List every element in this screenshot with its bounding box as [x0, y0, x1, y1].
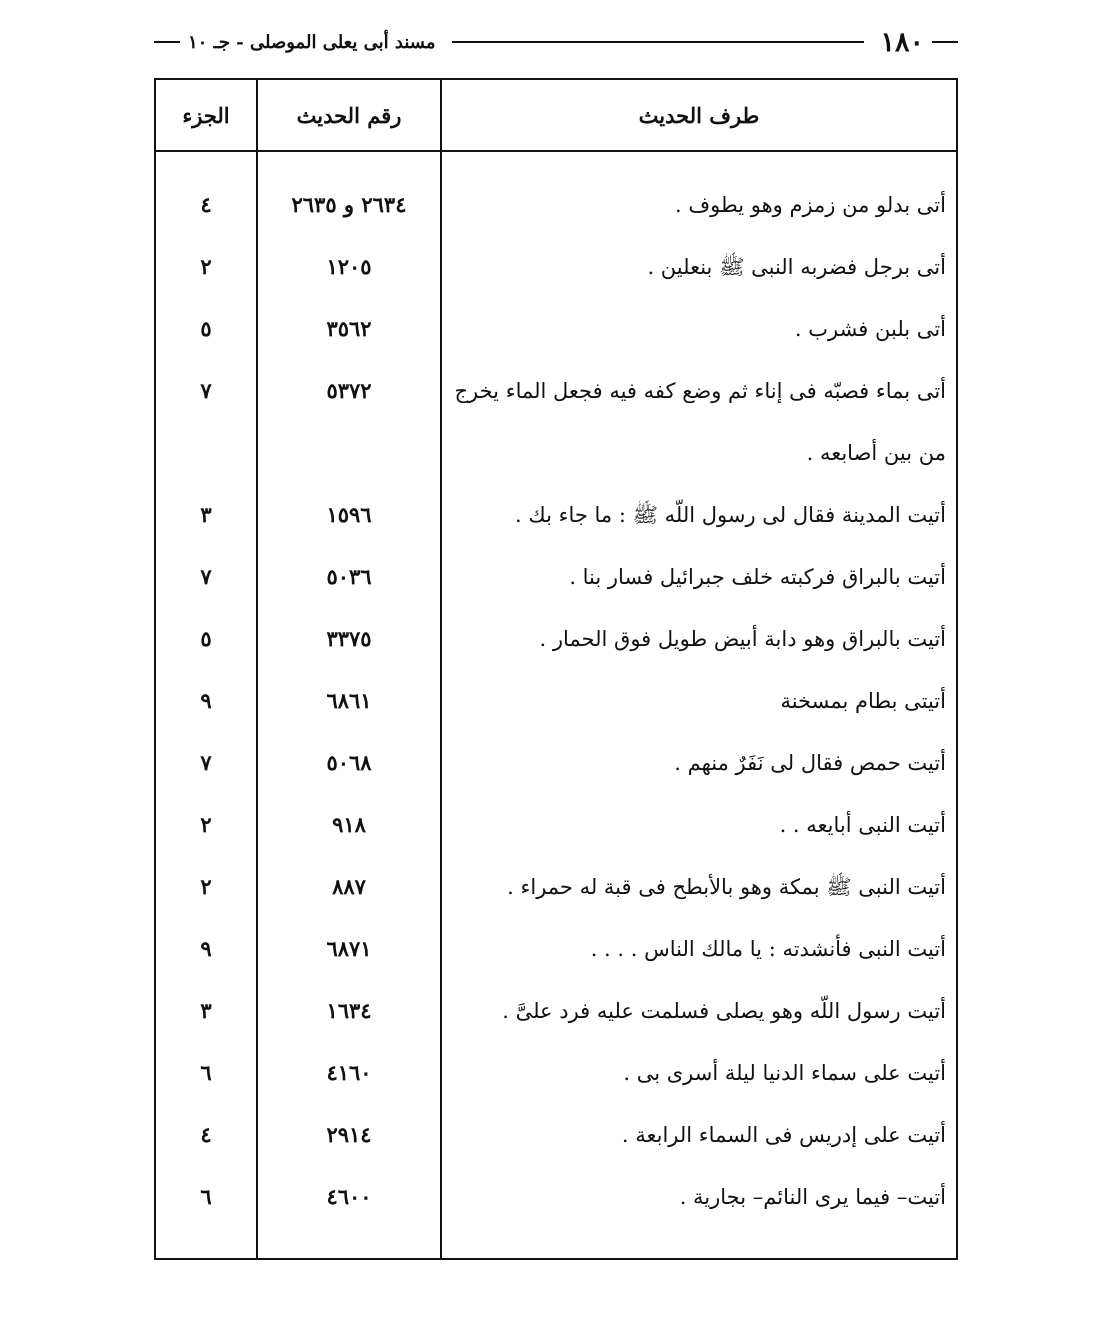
hadith-text: أتيت– فيما يرى النائم– بجارية .: [679, 1185, 946, 1209]
table-row: [156, 236, 956, 298]
volume-number: ٦: [200, 1060, 212, 1085]
hadith-text: أتى بدلو من زمزم وهو يطوف .: [675, 193, 946, 217]
table-header-row: [156, 80, 956, 152]
hadith-number: ٦٨٦١: [326, 688, 372, 713]
table-row: [156, 794, 956, 856]
table-row: [156, 732, 956, 794]
hadith-text: أتيت بالبراق وهو دابة أبيض طويل فوق الحمار .: [539, 627, 946, 651]
volume-number: ٧: [200, 564, 212, 589]
table-row: [156, 360, 956, 484]
hadith-number: ٤١٦٠: [326, 1060, 372, 1085]
table-row: [156, 608, 956, 670]
volume-number: ٧: [200, 378, 212, 403]
hadith-text: أتيت حمص فقال لى نَفَرٌ منهم .: [674, 751, 946, 775]
hadith-text: أتيت رسول اللّه وهو يصلى فسلمت عليه فرد علىَّ .: [502, 999, 946, 1023]
volume-number: ٦: [200, 1184, 212, 1209]
column-header-hadith-text: طرف الحديث: [638, 102, 760, 128]
table-row: [156, 980, 956, 1042]
hadith-text: أتيت على سماء الدنيا ليلة أسرى بى .: [623, 1061, 946, 1085]
hadith-number: ٣٥٦٢: [326, 316, 372, 341]
hadith-text: أتيتى بطام بمسخنة: [780, 689, 946, 713]
hadith-text: أتيت النبى فأنشدته : يا مالك الناس . . . .: [590, 937, 946, 961]
hadith-index-table: [154, 78, 958, 1260]
volume-number: ٣: [200, 502, 212, 527]
hadith-text: أتيت النبى ﷺ بمكة وهو بالأبطح فى قبة له حمراء .: [507, 875, 946, 899]
volume-number: ٤: [200, 1122, 212, 1147]
hadith-text: أتيت على إدريس فى السماء الرابعة .: [621, 1123, 946, 1147]
hadith-number: ١٥٩٦: [326, 502, 372, 527]
hadith-number: ٣٣٧٥: [326, 626, 372, 651]
hadith-number: ٤٦٠٠: [326, 1184, 372, 1209]
hadith-number: ٥٠٦٨: [326, 750, 372, 775]
volume-number: ٩: [200, 936, 212, 961]
hadith-number: ٢٦٣٤ و ٢٦٣٥: [291, 192, 407, 217]
hadith-text: أتى بلبن فشرب .: [794, 317, 946, 341]
table-row: [156, 298, 956, 360]
running-header: [154, 22, 958, 62]
hadith-number: ٦٨٧١: [326, 936, 372, 961]
hadith-number: ٨٨٧: [332, 874, 366, 899]
hadith-text: أتى بماء فصبّه فى إناء ثم وضع كفه فيه فجعل الماء يخرج من بين أصابعه .: [454, 379, 946, 465]
table-row: [156, 484, 956, 546]
table-row: [156, 174, 956, 236]
header-rule: [452, 41, 865, 43]
table-body: [156, 174, 956, 1228]
column-header-hadith-number: رقم الحديث: [296, 102, 402, 128]
table-row: [156, 1104, 956, 1166]
table-row: [156, 546, 956, 608]
table-row: [156, 1166, 956, 1228]
volume-number: ٢: [200, 874, 212, 899]
volume-number: ٥: [200, 626, 212, 651]
volume-number: ٧: [200, 750, 212, 775]
hadith-number: ١٢٠٥: [326, 254, 372, 279]
volume-number: ٥: [200, 316, 212, 341]
header-dash: [154, 41, 180, 43]
hadith-number: ٥٣٧٢: [326, 378, 372, 403]
table-row: [156, 856, 956, 918]
hadith-number: ١٦٣٤: [326, 998, 372, 1023]
volume-number: ٣: [200, 998, 212, 1023]
volume-number: ٢: [200, 254, 212, 279]
table-row: [156, 1042, 956, 1104]
hadith-text: أتيت بالبراق فركبته خلف جبرائيل فسار بنا .: [569, 565, 946, 589]
hadith-text: أتى برجل فضربه النبى ﷺ بنعلين .: [647, 255, 946, 279]
hadith-text: أتيت النبى أبايعه . .: [779, 813, 946, 837]
column-header-volume: الجزء: [182, 102, 230, 128]
book-title: مسند أبى يعلى الموصلى - جـ ١٠: [188, 31, 436, 53]
volume-number: ٢: [200, 812, 212, 837]
hadith-number: ٩١٨: [332, 812, 366, 837]
hadith-text: أتيت المدينة فقال لى رسول اللّه ﷺ : ما جاء بك .: [515, 503, 946, 527]
table-row: [156, 918, 956, 980]
page-number: ١٨٠: [880, 26, 924, 58]
header-dash: [932, 41, 958, 43]
table-row: [156, 670, 956, 732]
volume-number: ٩: [200, 688, 212, 713]
volume-number: ٤: [200, 192, 212, 217]
hadith-number: ٥٠٣٦: [326, 564, 372, 589]
hadith-number: ٢٩١٤: [326, 1122, 372, 1147]
